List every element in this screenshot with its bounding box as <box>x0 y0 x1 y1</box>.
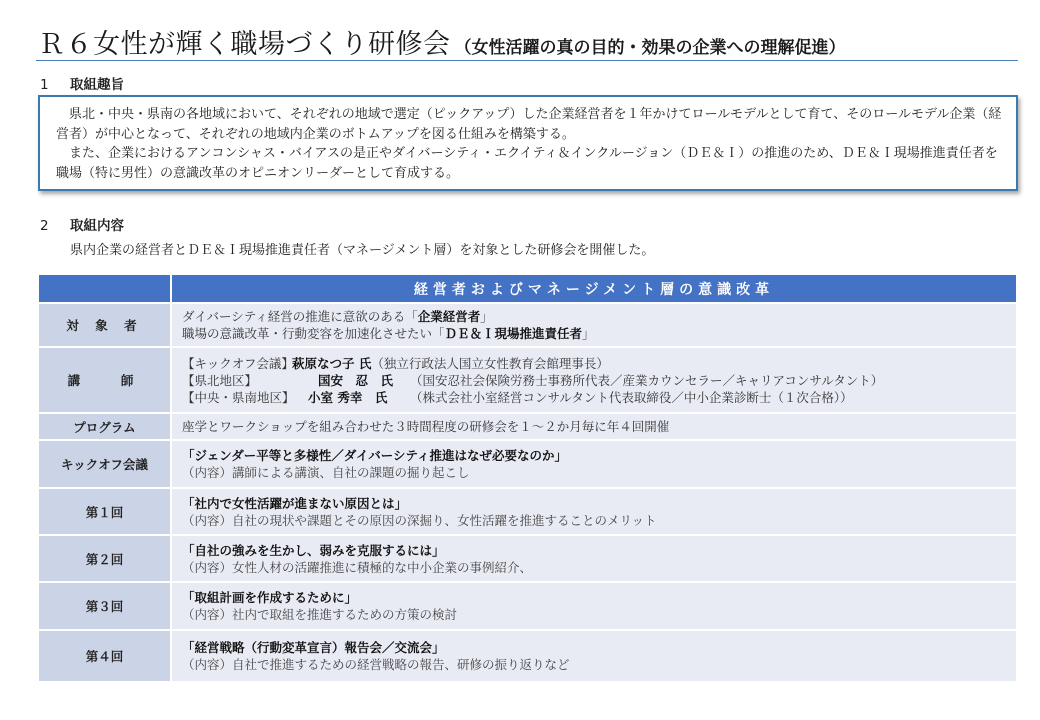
section-2-title: 取組内容 <box>70 218 124 234</box>
session-label: 第２回 <box>38 535 171 582</box>
purpose-paragraph-2: また、企業におけるアンコンシャス・バイアスの是正やダイバーシティ・エクイティ＆インクルージョン（ＤＥ＆Ｉ）の推進のため、ＤＥ＆Ｉ現場推進責任者を職場（特に男性）の意識改革のオピニオンリーダーとして育成する。 <box>56 146 998 181</box>
target-content <box>171 303 1017 347</box>
lecturer-row <box>38 347 1017 413</box>
session-row <box>38 630 1017 682</box>
section-2-number: 2 <box>40 218 49 234</box>
session-row <box>38 440 1017 488</box>
purpose-paragraph-1: 県北・中央・県南の各地域において、それぞれの地域で選定（ピックアップ）した企業経営者を１年かけてロールモデルとして育て、そのロールモデル企業（経営者）が中心となって、それぞれの地域内企業のボトムアップを図る仕組みを構築する。 <box>56 107 1002 142</box>
session-desc: （内容）女性人材の活躍推進に積極的な中小企業の事例紹介、 <box>182 559 533 575</box>
lecturer-line-1: 【キックオフ会議】萩原なつ子 氏（独立行政法人国立女性教育会館理事長） <box>182 355 609 371</box>
program-label: プログラム <box>38 413 171 440</box>
session-content <box>171 440 1017 488</box>
session-title: 「経営戦略（行動変革宣言）報告会／交流会」 <box>182 640 445 655</box>
session-label: 第４回 <box>38 630 171 682</box>
session-title: 「自社の強みを生かし、弱みを克服するには」 <box>182 542 445 558</box>
page-title <box>38 22 846 61</box>
target-line-1: ダイバーシティ経営の推進に意欲のある「企業経営者」 <box>182 309 493 324</box>
table-header: 経営者およびマネージメント層の意識改革 <box>171 274 1017 303</box>
session-desc: （内容）自社で推進するための経営戦略の報告、研修の振り返りなど <box>182 657 570 672</box>
session-title: 「取組計画を作成するために」 <box>182 590 358 605</box>
session-label: 第３回 <box>38 582 171 630</box>
table-header-row <box>38 274 1017 303</box>
session-label: キックオフ会議 <box>38 440 171 488</box>
session-label: 第１回 <box>38 488 171 535</box>
target-row <box>38 303 1017 347</box>
program-row <box>38 413 1017 440</box>
title-divider <box>36 60 1018 61</box>
lecturer-label: 講 師 <box>38 347 171 413</box>
target-line-2: 職場の意識改革・行動変容を加速化させたい「ＤＥ＆Ｉ現場推進責任者」 <box>182 326 595 341</box>
session-title: 「社内で女性活躍が進まない原因とは」 <box>182 495 408 511</box>
lecturer-content <box>171 347 1017 413</box>
session-content <box>171 535 1017 582</box>
section-1-number: 1 <box>40 77 49 93</box>
session-title: 「ジェンダー平等と多様性／ダイバーシティ推進はなぜ必要なのか」 <box>182 448 568 463</box>
session-row <box>38 488 1017 535</box>
session-content <box>171 582 1017 630</box>
page-title-main: Ｒ６女性が輝く職場づくり研修会 <box>38 29 451 60</box>
session-row <box>38 535 1017 582</box>
session-desc: （内容）社内で取組を推進するための方策の検討 <box>182 607 458 622</box>
lecturer-line-2: 【県北地区】 国安 忍 氏 （国安忍社会保険労務士事務所代表／産業カウンセラー／キャリアコンサルタント） <box>182 372 884 388</box>
program-table <box>37 273 1018 683</box>
section-1-heading <box>40 73 124 93</box>
table-header-blank <box>38 274 171 303</box>
purpose-box <box>38 95 1018 191</box>
session-desc: （内容）自社の現状や課題とその原因の深掘り、女性活躍を推進することのメリット <box>182 512 657 528</box>
program-text: 座学とワークショップを組み合わせた３時間程度の研修会を１～２か月毎に年４回開催 <box>171 413 1017 440</box>
session-content <box>171 630 1017 682</box>
section-1-title: 取組趣旨 <box>70 77 124 93</box>
page-title-sub: （女性活躍の真の目的・効果の企業への理解促進） <box>454 38 846 58</box>
lecturer-line-3: 【中央・県南地区】 小室 秀幸 氏 （株式会社小室経営コンサルタント代表取締役／中小企業診断士（１次合格）） <box>182 389 853 405</box>
session-row <box>38 582 1017 630</box>
target-label: 対 象 者 <box>38 303 171 347</box>
section-2-heading <box>40 214 124 234</box>
session-content <box>171 488 1017 535</box>
session-desc: （内容）講師による講演、自社の課題の掘り起こし <box>182 465 470 480</box>
section-2-intro: 県内企業の経営者とＤＥ＆Ｉ現場推進責任者（マネージメント層）を対象とした研修会を開催した。 <box>70 243 655 258</box>
